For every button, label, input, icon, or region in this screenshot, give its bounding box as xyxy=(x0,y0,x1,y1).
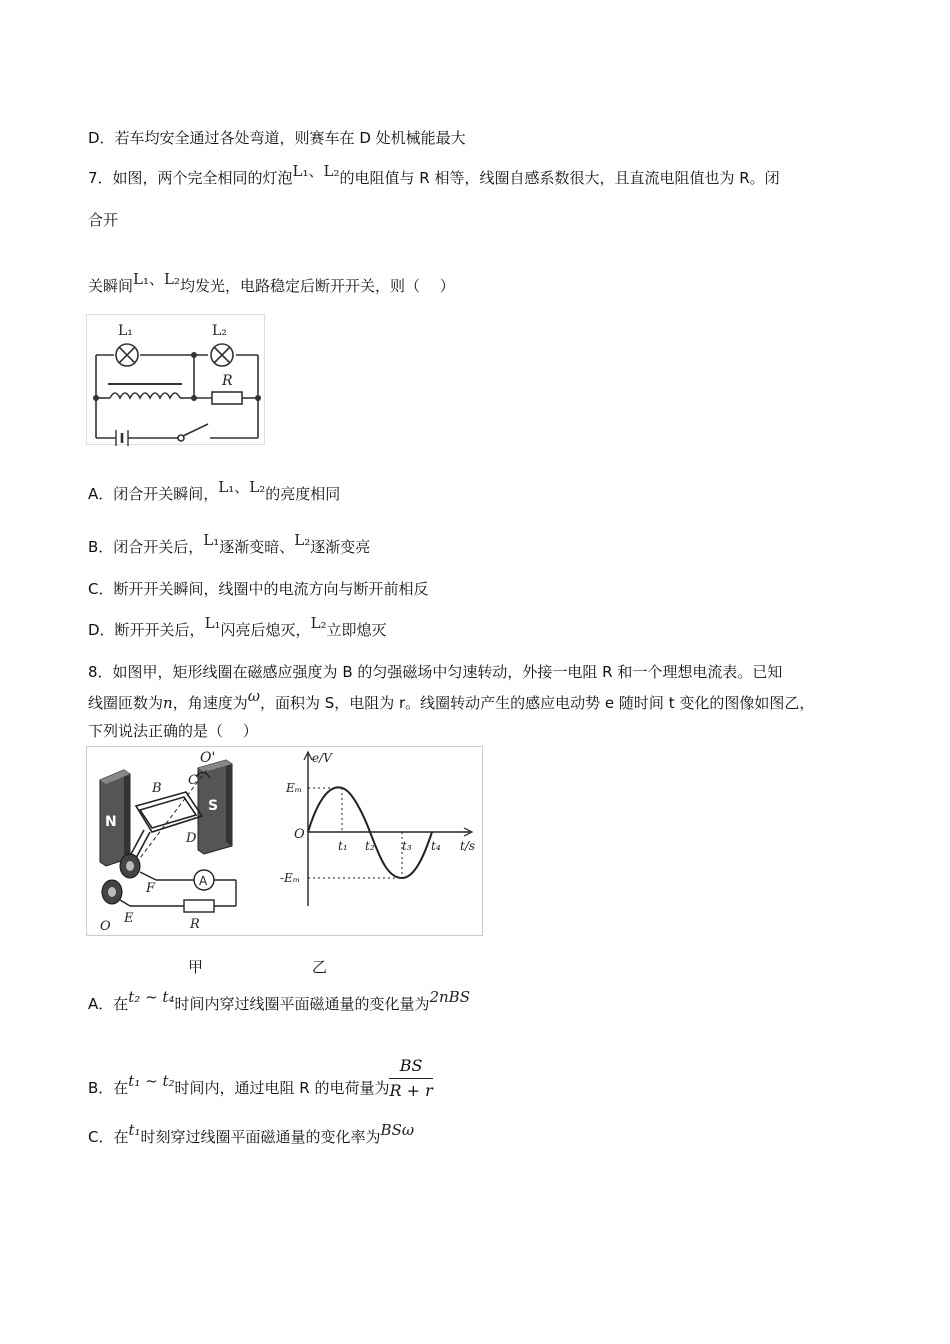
caption-yi: 乙 xyxy=(312,958,328,976)
svg-text:N: N xyxy=(105,814,117,830)
q8-option-b: B．在t₁ ~ t₂时间内，通过电阻 R 的电荷量为 $\frac{BS}{R + r}$ xyxy=(88,1056,433,1100)
generator-figure xyxy=(86,746,484,936)
q6-option-d: D．若车均安全通过各处弯道，则赛车在 D 处机械能最大 xyxy=(88,129,466,147)
circuit-diagram xyxy=(86,314,266,446)
svg-text:B: B xyxy=(152,781,162,796)
q7-stem-line1: 7．如图，两个完全相同的灯泡L₁、L₂的电阻值与 R 相等，线圈自感系数很大，且直流电阻值也为 R。闭 xyxy=(88,162,780,187)
l1-l2-symbol: L₁、L₂ xyxy=(218,478,266,496)
label-l2: L₂ xyxy=(212,323,227,339)
l1-l2-symbol: L₁、L₂ xyxy=(133,270,180,288)
svg-text:t/s: t/s xyxy=(460,839,476,853)
label-r: R xyxy=(222,373,233,389)
ammeter-icon xyxy=(194,870,214,890)
q8-stem-line3: 下列说法正确的是（ ） xyxy=(88,722,258,740)
svg-text:t₄: t₄ xyxy=(431,839,441,853)
q8-stem-line2: 线圈匝数为n，角速度为ω，面积为 S，电阻为 r。线圈转动产生的感应电动势 e 随时间 t 变化的图像如图乙， xyxy=(88,687,815,712)
svg-text:O: O xyxy=(100,919,111,934)
svg-text:O': O' xyxy=(200,750,216,766)
svg-text:Eₘ: Eₘ xyxy=(286,781,303,795)
l1-symbol: L₁ xyxy=(203,531,220,549)
value-2nbs: 2nBS xyxy=(429,988,470,1006)
l2-symbol: L₂ xyxy=(310,614,327,632)
q8-option-c: C．在t₁时刻穿过线圈平面磁通量的变化率为BSω xyxy=(88,1121,415,1146)
l1-symbol: L₁ xyxy=(204,614,221,632)
generator-and-graph-svg xyxy=(86,746,484,936)
svg-text:A: A xyxy=(199,874,208,888)
svg-text:R: R xyxy=(190,917,200,932)
svg-text:e/V: e/V xyxy=(312,751,332,765)
l2-symbol: L₂ xyxy=(294,531,311,549)
svg-text:D: D xyxy=(186,831,197,846)
q7-stem-line2: 合开 xyxy=(88,211,119,229)
svg-text:-Eₘ: -Eₘ xyxy=(280,871,301,885)
svg-text:t₁: t₁ xyxy=(338,839,348,853)
lamp-l1-icon xyxy=(116,344,138,366)
svg-text:O: O xyxy=(294,827,305,842)
value-bsomega: BSω xyxy=(380,1121,415,1139)
q8-option-a: A．在t₂ ~ t₄时间内穿过线圈平面磁通量的变化量为2nBS xyxy=(88,988,470,1013)
q7-stem-line3: 关瞬间L₁、L₂均发光，电路稳定后断开开关，则（ ） xyxy=(88,270,455,295)
t1-symbol: t₁ xyxy=(128,1121,141,1139)
circuit-figure xyxy=(86,314,266,446)
l1-l2-symbol: L₁、L₂ xyxy=(292,162,340,180)
omega-symbol: ω xyxy=(247,687,260,705)
label-l1: L₁ xyxy=(118,323,133,339)
q7-option-a: A．闭合开关瞬间，L₁、L₂的亮度相同 xyxy=(88,478,341,503)
q7-option-b: B．闭合开关后，L₁逐渐变暗、L₂逐渐变亮 xyxy=(88,531,371,556)
q7-option-c: C．断开开关瞬间，线圈中的电流方向与断开前相反 xyxy=(88,580,429,598)
svg-text:F: F xyxy=(146,881,156,896)
t1-t2-symbol: t₁ ~ t₂ xyxy=(128,1072,175,1090)
svg-text:S: S xyxy=(208,798,219,814)
q7-option-d: D．断开开关后，L₁闪亮后熄灭，L₂立即熄灭 xyxy=(88,614,387,639)
t2-t4-symbol: t₂ ~ t₄ xyxy=(128,988,175,1006)
svg-text:t₃: t₃ xyxy=(402,839,412,853)
lamp-l2-icon xyxy=(211,344,233,366)
svg-text:C: C xyxy=(188,773,198,788)
q8-stem-line1: 8．如图甲，矩形线圈在磁感应强度为 B 的匀强磁场中匀速转动，外接一电阻 R 和一个理想电流表。已知 xyxy=(88,663,783,681)
caption-jia: 甲 xyxy=(188,958,204,976)
svg-text:E: E xyxy=(124,911,134,926)
svg-text:t₂: t₂ xyxy=(365,839,375,853)
charge-fraction: $\frac{BS}{R + r}$ xyxy=(389,1056,433,1100)
